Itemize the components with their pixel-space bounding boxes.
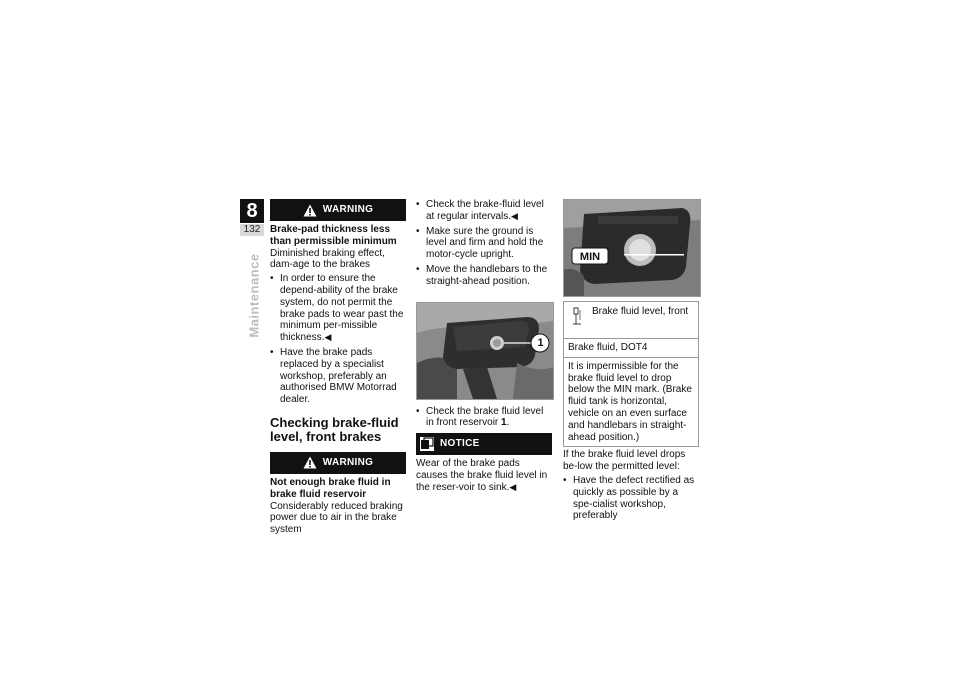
specification-fluid: Brake fluid, DOT4 xyxy=(564,338,698,357)
section-tab xyxy=(247,236,263,358)
min-mark-illustration xyxy=(564,200,700,296)
notice-label: NOTICE xyxy=(440,438,480,450)
end-mark: ◀ xyxy=(511,210,518,221)
column-3 xyxy=(563,199,699,525)
list-item: • Check the brake-fluid level at regular intervals.◀ xyxy=(416,199,552,223)
section-heading: Checking brake-fluid level, front brakes xyxy=(270,414,399,444)
warning-label: WARNING xyxy=(322,204,374,216)
list-item: • Have the brake pads replaced by a specialist workshop, preferably an authorised BMW Motorrad dealer. xyxy=(270,347,406,406)
warning-title: Brake-pad thickness less than permissible minimum xyxy=(270,224,397,247)
body-text: If the brake fluid level drops be-low the permitted level: xyxy=(563,449,686,473)
photo-callout: 1 xyxy=(537,336,544,349)
chapter-number: 8 xyxy=(240,199,264,223)
list-item: • Move the handlebars to the straight-ahead position. xyxy=(416,264,552,288)
specification-box xyxy=(563,301,699,447)
warning-triangle-icon xyxy=(303,456,317,469)
check-bullet xyxy=(416,406,552,430)
specification-header xyxy=(564,302,698,338)
brake-reservoir-photo xyxy=(416,302,554,400)
end-mark: ◀ xyxy=(509,481,517,492)
list-item: • In order to ensure the depend-ability of the brake system, do not permit the brake pads to wear past the minimum per-missible thickness.◀ xyxy=(270,273,406,344)
notice-icon xyxy=(420,437,434,451)
warning-text: Considerably reduced braking power due to air in the brake system xyxy=(270,500,403,536)
notice-text: Wear of the brake pads causes the brake fluid level in the reser-voir to sink.◀ xyxy=(416,458,548,493)
column-1 xyxy=(270,199,406,536)
instruction-bullets xyxy=(416,199,552,288)
section-name: Maintenance xyxy=(246,253,262,338)
measurement-icon xyxy=(572,306,584,328)
notice-bar xyxy=(416,433,552,455)
warning-text: Diminished braking effect, dam-age to the brakes xyxy=(270,247,385,271)
action-bullets xyxy=(563,475,699,522)
list-item: • Make sure the ground is level and firm and hold the motor-cycle upright. xyxy=(416,226,552,261)
specification-note: It is impermissible for the brake fluid level to drop below the MIN mark. (Brake fluid tank is horizontal, vehicle on an even surface and handlebars in straight-ahead position.) xyxy=(564,357,698,447)
warning-triangle-icon xyxy=(303,204,317,217)
page-number: 132 xyxy=(240,224,264,236)
column-2 xyxy=(416,199,552,494)
end-mark: ◀ xyxy=(324,332,332,343)
warning-bar xyxy=(270,452,406,474)
reference-number: 1 xyxy=(501,417,507,429)
specification-title: Brake fluid level, front xyxy=(592,306,689,317)
warning-title: Not enough brake fluid in brake fluid reservoir xyxy=(270,476,391,500)
list-item: • Check the brake fluid level in front reservoir 1. xyxy=(416,406,552,430)
min-mark-label: MIN xyxy=(579,251,601,263)
list-item: • Have the defect rectified as quickly as possible by a spe-cialist workshop, preferably xyxy=(563,475,699,522)
min-mark-photo xyxy=(563,199,701,297)
warning-bullets xyxy=(270,273,406,406)
warning-label: WARNING xyxy=(322,457,374,469)
warning-bar xyxy=(270,199,406,221)
brake-reservoir-illustration xyxy=(417,303,553,399)
